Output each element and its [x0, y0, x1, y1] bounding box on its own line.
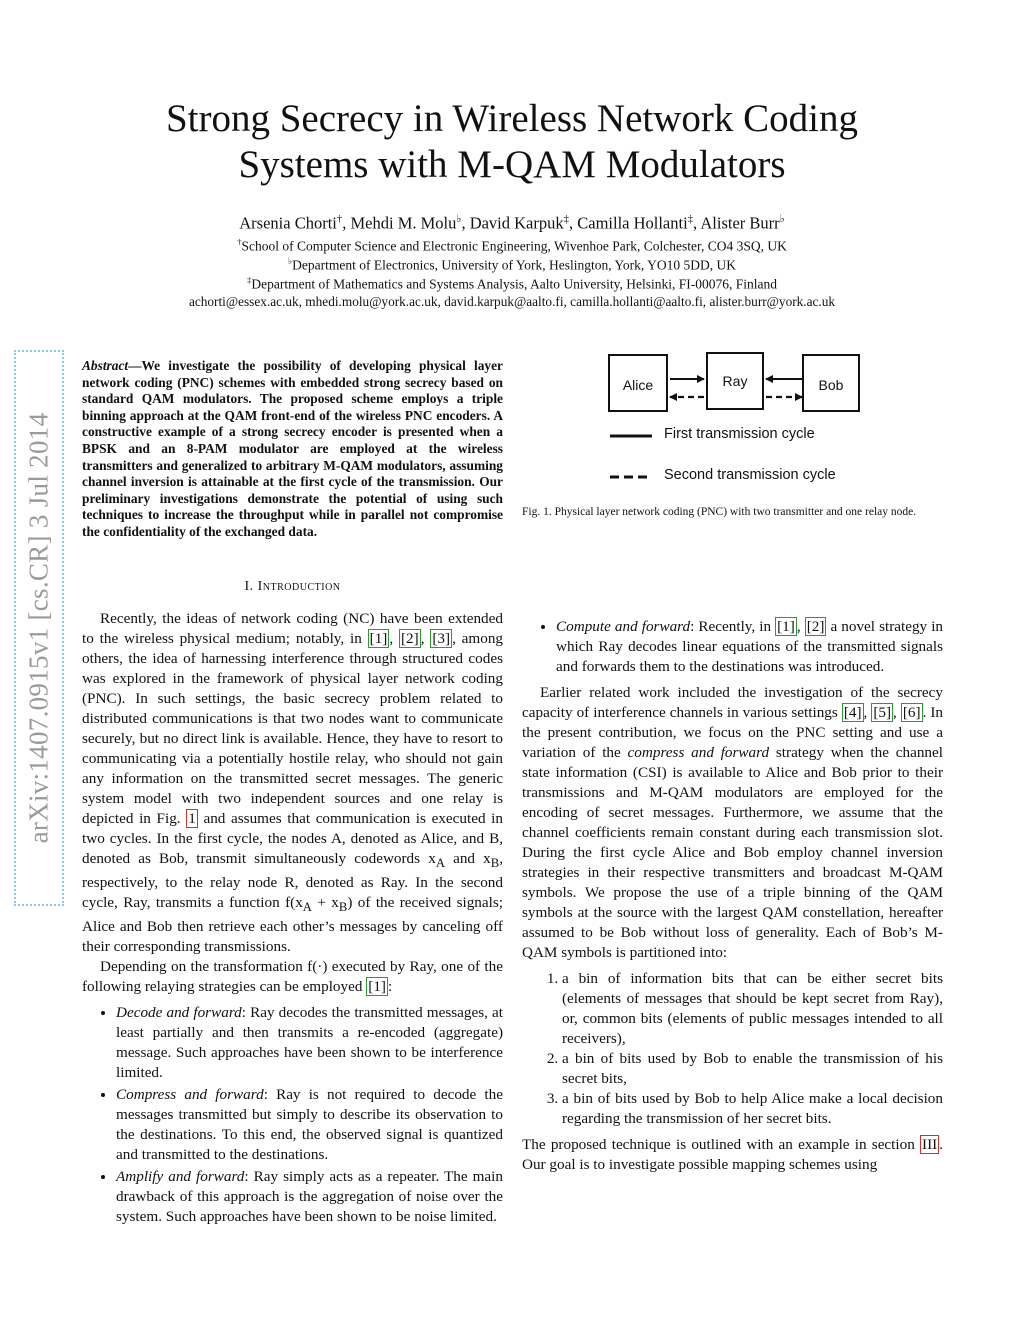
- citation-link[interactable]: [1]: [777, 618, 795, 635]
- author-name: , Alister Burr: [693, 213, 780, 233]
- author-list: [100, 212, 924, 234]
- author-name: , Camilla Hollanti: [568, 213, 688, 233]
- list-item: 3. a bin of bits used by Bob to help Alice make a local decision regarding the transmission of her secret bits.: [562, 1089, 943, 1129]
- list-item: [116, 1003, 503, 1083]
- list-item: 1. a bin of information bits that can be either secret bits (elements of messages that should be kept secret from Ray), or, common bits (elements of public messages intended to all receivers),: [562, 969, 943, 1049]
- paper-title-line-2: Systems with M-QAM Modulators: [238, 143, 786, 186]
- abstract-label: Abstract: [82, 358, 129, 373]
- list-term: Compute and forward: [556, 618, 691, 635]
- paper-title: [100, 96, 924, 188]
- subscript: B: [338, 900, 348, 915]
- text-run: + x: [311, 894, 339, 912]
- affiliation-mark: ♭: [288, 256, 293, 266]
- node-alice: Alice: [608, 354, 668, 412]
- text-run: Recently, the ideas of network coding (NC) have been extended to the wireless physical medium; notably, in: [82, 610, 503, 647]
- affiliation-3: [80, 275, 944, 293]
- affiliation-mark: †: [336, 213, 343, 225]
- citation-link[interactable]: [5]: [873, 704, 892, 721]
- citation-link[interactable]: [3]: [432, 630, 451, 647]
- affiliation-2: [80, 256, 944, 274]
- list-term: Amplify and forward: [116, 1168, 245, 1186]
- paragraph: [522, 1135, 943, 1175]
- author-name: Arsenia Chorti: [239, 213, 337, 233]
- text-run: Depending on the transformation f(·) executed by Ray, one of the following relaying strategies can be employed: [82, 958, 503, 996]
- relaying-strategy-list: [82, 1003, 503, 1227]
- text-run: and x: [444, 850, 491, 867]
- section-heading: I. Introduction: [244, 579, 341, 594]
- text-run: ,: [796, 618, 805, 635]
- affiliation-mark: ‡: [247, 275, 252, 285]
- affiliation-mark: ♭: [456, 213, 462, 225]
- author-emails: achorti@essex.ac.uk, mhedi.molu@york.ac.uk, david.karpuk@aalto.fi, camilla.hollanti@aalto.fi, alister.burr@york.ac.uk: [188, 294, 836, 309]
- abstract-text: —We investigate the possibility of developing physical layer network coding (PNC) schemes with embedded strong secrecy based on standard QAM modulators. The proposed scheme employs a triple binning approach at the QAM front-end of the wireless PNC encoders. A constructive example of a strong secrecy encoder is presented when a BPSK and an 8-PAM modulator are employed at the wireless transmitters and generalized to arbitrary M-QAM modulators, assuming channel inversion is attainable at the first cycle of the transmission. Our preliminary investigations demonstrate the potential of using such techniques to increase the throughput while in parallel not compromise the confidentiality of the exchanged data.: [82, 358, 503, 539]
- subscript: A: [302, 900, 312, 915]
- text-run: . In the present contribution, we focus on the PNC setting and use a variation of the: [522, 704, 944, 761]
- affiliation-1: [80, 237, 944, 255]
- text-run: : Ray is not required to decode the messages transmitted but simply to describe its observation to the destinations. To this end, the observed signal is quantized and transmitted to the destinations.: [116, 1086, 503, 1164]
- author-name: , Mehdi M. Molu: [342, 213, 457, 233]
- list-item: 2. a bin of bits used by Bob to enable the transmission of his secret bits,: [562, 1049, 943, 1089]
- text-run: , respectively, to the relay node R, denoted as Ray. In the second cycle, Ray, transmits a function f(x: [82, 850, 504, 912]
- text-run: : Ray decodes the transmitted messages, at least partially and then transmits a re-encoded (aggregate) message. Such approaches have been shown to be interference limited.: [116, 1004, 503, 1082]
- subscript: B: [490, 856, 500, 871]
- list-term: Decode and forward: [116, 1004, 242, 1022]
- affiliation-text: Department of Electronics, University of York, Heslington, York, YO10 5DD, UK: [292, 257, 736, 273]
- legend-first-cycle: First transmission cycle: [664, 426, 815, 442]
- arxiv-stamp-text: arXiv:1407.0915v1 [cs.CR] 3 Jul 2014: [23, 412, 54, 844]
- list-item: [116, 1167, 503, 1227]
- citation-link[interactable]: [2]: [401, 630, 419, 647]
- text-run: , among others, the idea of harnessing interference through structured codes was explored in the framework of physical layer network coding (PNC). In such settings, the basic secrecy problem related to distributed communications is that two nodes want to communicate securely, but no direct link is available. Hence, they have to resort to communicating via a potentially hostile relay, who should not gain any information on the transmitted secret messages. The generic system model with two independent sources and one relay is depicted in Fig.: [82, 630, 504, 827]
- figure-ref-link[interactable]: 1: [188, 810, 196, 827]
- abstract: [82, 358, 503, 541]
- paragraph: [82, 609, 503, 957]
- paper-title-line-1: Strong Secrecy in Wireless Network Coding: [165, 97, 858, 140]
- right-column-body: [522, 617, 943, 1175]
- text-run: The proposed technique is outlined with an example in section: [522, 1136, 921, 1153]
- figure-caption: Fig. 1. Physical layer network coding (PNC) with two transmitter and one relay node.: [522, 506, 917, 518]
- list-item: [116, 1085, 503, 1165]
- affiliation-mark: ‡: [687, 213, 694, 225]
- citation-link[interactable]: [2]: [806, 618, 825, 635]
- citation-link[interactable]: [6]: [902, 704, 921, 721]
- text-run: strategy when the channel state information (CSI) is available to Alice and Bob prior to their transmissions and M-QAM modulators are employed for the encoding of secret messages. Furthermore, we assume that the channel coefficients remain constant during each transmission slot. During the first cycle Alice and Bob employ channel inversion strategies in their respective transmitters and broadcast M-QAM symbols. We propose the use of a triple binning of the QAM symbols at the source with the largest QAM constellation, hereafter assumed to be Bob without loss of generality. Each of Bob’s M-QAM symbols is partitioned into:: [522, 744, 943, 961]
- binning-list: [522, 969, 943, 1129]
- affiliation-text: School of Computer Science and Electronic Engineering, Wivenhoe Park, Colchester, CO4 3SQ, UK: [241, 238, 787, 254]
- emphasis: compress and forward: [627, 744, 770, 761]
- affiliation-mark: ♭: [779, 213, 785, 225]
- text-run: . Our goal is to investigate possible mapping schemes using: [522, 1136, 943, 1173]
- node-ray: Ray: [706, 352, 764, 410]
- list-term: Compress and forward: [116, 1086, 264, 1104]
- affiliation-text: Department of Mathematics and Systems Analysis, Aalto University, Helsinki, FI-00076, Finland: [251, 276, 777, 292]
- paragraph: [522, 683, 943, 963]
- author-name: , David Karpuk: [461, 213, 564, 233]
- subscript: A: [435, 856, 445, 871]
- list-item: [556, 617, 943, 677]
- text-run: : Recently, in: [690, 618, 776, 635]
- section-ref-link[interactable]: III: [922, 1136, 938, 1153]
- relaying-strategy-list-cont: [522, 617, 943, 677]
- text-run: a novel strategy in which Ray decodes linear equations of the transmitted signals and forwards them to the destinations was introduced.: [556, 618, 944, 675]
- citation-link[interactable]: [1]: [368, 978, 386, 996]
- affiliation-mark: ‡: [563, 213, 569, 225]
- text-run: ) of the received signals; Alice and Bob then retrieve each other’s messages by canceling off their corresponding transmissions.: [82, 894, 503, 956]
- text-run: and assumes that communication is executed in two cycles. In the first cycle, the nodes A, denoted as Alice, and B, denoted as Bob, transmit simultaneously codewords x: [82, 810, 503, 867]
- citation-link[interactable]: [4]: [843, 704, 862, 721]
- text-run: ,: [420, 630, 431, 647]
- text-run: ,: [893, 704, 901, 721]
- citation-link[interactable]: [1]: [369, 630, 388, 647]
- arxiv-stamp[interactable]: [14, 350, 64, 906]
- text-run: :: [387, 978, 393, 996]
- text-run: ,: [389, 630, 399, 647]
- text-run: : Ray simply acts as a repeater. The main drawback of this approach is the aggregation of noise over the system. Such approaches have been shown to be noise limited.: [116, 1168, 503, 1226]
- left-column-body: [82, 609, 503, 1229]
- legend-second-cycle: Second transmission cycle: [664, 467, 836, 483]
- text-run: ,: [863, 704, 872, 721]
- affiliation-mark: †: [237, 237, 242, 247]
- node-bob: Bob: [802, 354, 860, 412]
- figure-1: [600, 350, 870, 496]
- paragraph: [82, 957, 503, 997]
- text-run: Earlier related work included the investigation of the secrecy capacity of interference channels in various settings: [522, 684, 943, 721]
